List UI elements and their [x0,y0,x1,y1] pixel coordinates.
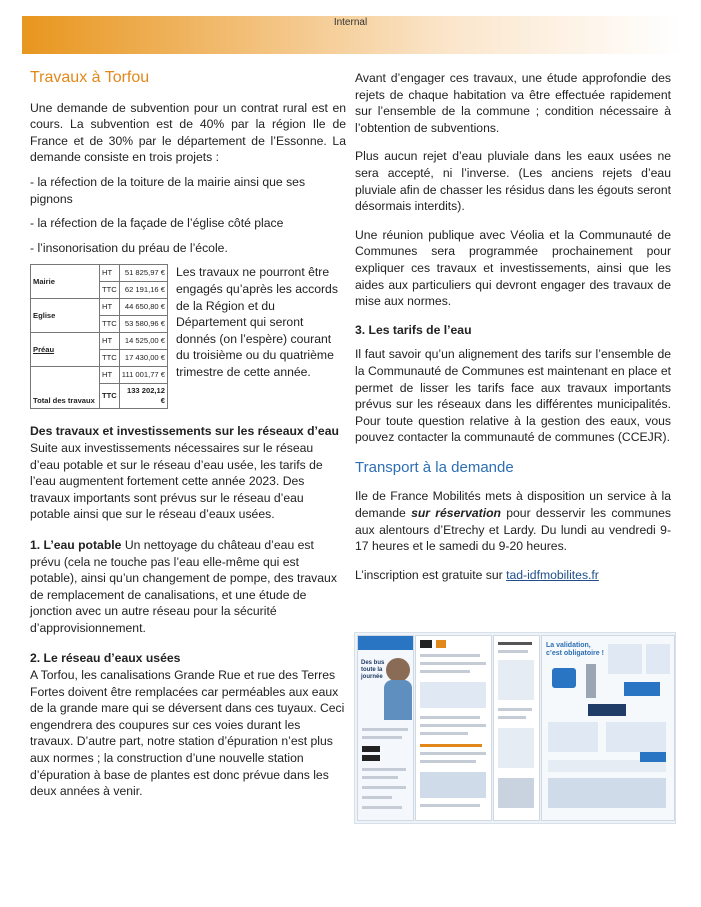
networks-heading-text: Des travaux et investissements sur les réseaux d’eau [30,424,339,439]
ttc-label: TTC [100,282,120,299]
cost-table [30,264,168,409]
right-column [355,70,671,591]
ttc-label: TTC [100,316,120,333]
transport-flyer-image [354,632,676,824]
tariffs-heading: 3. Les tarifs de l’eau [355,322,472,337]
transport-emphasis: sur réservation [411,506,501,521]
wastewater-heading [30,650,346,667]
inscription-paragraph [355,567,671,584]
flyer-validation-title: La validation, c’est obligatoire ! [546,642,604,657]
ht-label: HT [100,265,120,282]
drinking-water-paragraph [30,537,346,637]
ttc-label: TTC [100,350,120,367]
subsidy-intro: Une demande de subvention pour un contrat rural est en cours. La subvention est de 40% par la région Ile de France et de 30% par le département de l’Essonne. La demande consiste en trois projets : [30,100,346,165]
wastewater-heading-text: 2. Le réseau d’eaux usées [30,651,181,666]
meeting-paragraph: Une réunion publique avec Véolia et la Communauté de Communes sera programmée prochainement pour expliquer ces travaux et investissements, ainsi que les aides aux particuliers qui devront engager des travaux de mise aux normes. [355,227,671,309]
table-row [31,367,168,384]
ht-label: HT [100,299,120,316]
wastewater-text: A Torfou, les canalisations Grande Rue et rue des Terres Fortes doivent être remplacées car perméables aux eaux de la grande mare qui se déversent dans ces tuyaux. Ceci engendrera des coupures sur ces voies durant les travaux. D’autre part, notre station d’épuration n’est plus aux normes ; la construction d’une nouvelle station d’épuration à base de plantes est donc prévue dans les deux années à venir. [30,668,345,799]
row-label: Mairie [31,265,100,299]
flyer-panel [541,635,675,821]
table-row [31,265,168,282]
flyer-panel [493,635,540,821]
tariffs-text: Il faut savoir qu’un alignement des tarifs sur l’ensemble de la Communauté de Communes est maintenant en place et permet de lisser les tarifs face aux travaux importants prévus sur les réseaux dans les différentes municipalités. Pour toute question relative à la gestion des eaux, vous pouvez contacter la communauté de communes (CCEJR). [355,347,671,445]
transport-paragraph [355,488,671,554]
section-title-torfou: Travaux à Torfou [30,69,150,86]
ht-amount: 44 650,80 € [119,299,167,316]
ttc-amount: 53 580,96 € [119,316,167,333]
cost-section [30,264,346,409]
row-label: Total des travaux [31,367,100,409]
table-side-text: Les travaux ne pourront être engagés qu’après les accords de la Région et du Département qui seront donnés (on l’espère) courant du troisième ou du quatrième trimestre de cette année. [176,265,338,379]
flyer-panel [357,635,414,821]
ttc-amount: 62 191,16 € [119,282,167,299]
project-item: - la réfection de la façade de l’église côté place [30,216,284,231]
ttc-amount: 133 202,12 € [119,384,167,409]
project-item: - la réfection de la toiture de la mairie ainsi que ses pignons [30,174,306,206]
left-column [30,70,346,808]
ht-label: HT [100,333,120,350]
networks-heading [30,423,346,440]
transport-title: Transport à la demande [355,458,514,476]
table-row [31,333,168,350]
drinking-water-text: Un nettoyage du château d’eau est prévu (cela ne touche pas l’eau elle-même qui est potable), ainsi qu’un changement de pompe, des travaux de remplacement de canalisations, et une étude de jonction avec un autre réseau pour la sécurité d’approvisionnement. [30,537,337,635]
inscription-text: L’inscription est gratuite sur [355,567,507,582]
ht-amount: 111 001,77 € [119,367,167,384]
transport-text-a: Ile de France Mobilités mets à disposition un service à la demande [355,489,671,521]
classification-label: Internal [333,17,368,28]
ttc-amount: 17 430,00 € [119,350,167,367]
row-label: Eglise [31,299,100,333]
rainwater-paragraph: Plus aucun rejet d’eau pluviale dans les eaux usées ne sera accepté, ni l’inverse. (Les anciens rejets d’eau pluviale afin de chasser les résidus dans les égouts seront désormais interdits). [355,149,671,214]
flyer-headline: Des bus toute la journée [361,660,385,680]
networks-text: Suite aux investissements nécessaires sur le réseau d’eau potable et sur le réseau d’eau usée, les tarifs de l’eau augmentent fortement cette année 2023. Des travaux importants sont prévus sur le réseau d’eau potable ainsi que sur le réseau d’eaux usées. [30,440,323,522]
table-row [31,299,168,316]
flyer-panel [415,635,492,821]
ht-label: HT [100,367,120,384]
ht-amount: 51 825,97 € [119,265,167,282]
ht-amount: 14 525,00 € [119,333,167,350]
transport-text-b: pour desservir les communes aux alentours d’Etrechy et Lardy. Du lundi au vendredi 9-17 heures et le samedi du 9-20 heures. [355,506,671,554]
project-item: - l’insonorisation du préau de l’école. [30,240,228,255]
study-paragraph: Avant d’engager ces travaux, une étude approfondie des rejets de chaque habitation va être effectuée rapidement sur l’ensemble de la commune ; condition nécessaire à l’obtention de subventions. [355,71,671,135]
drinking-water-heading: 1. L’eau potable [30,537,122,552]
tad-link[interactable]: tad-idfmobilites.fr [506,567,599,582]
row-label: Préau [31,333,100,367]
ttc-label: TTC [100,384,120,409]
